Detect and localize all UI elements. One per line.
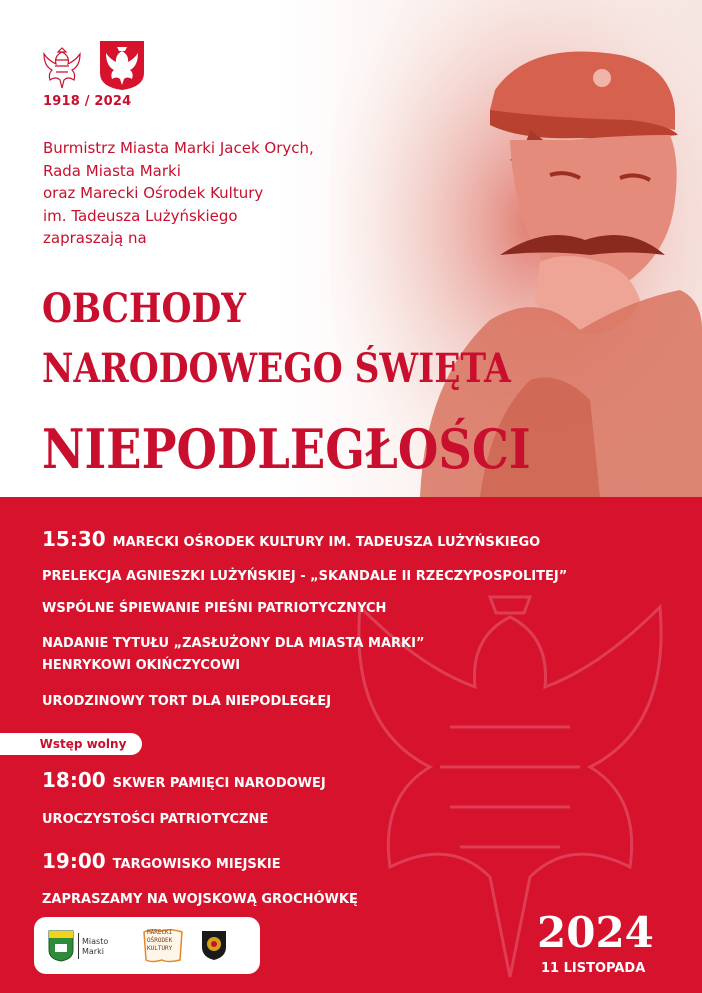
session-2-header xyxy=(42,768,326,792)
invitation-text xyxy=(43,137,403,250)
event-date: 11 LISTOPADA xyxy=(541,961,646,976)
mok-logo-text xyxy=(147,929,172,953)
program-item: WSPÓLNE ŚPIEWANIE PIEŚNI PATRIOTYCZNYCH xyxy=(42,601,387,616)
program-item: PRELEKCJA AGNIESZKI LUŻYŃSKIEJ - „SKANDALE II RZECZYPOSPOLITEJ” xyxy=(42,569,568,584)
program-item: NADANIE TYTUŁU „ZASŁUŻONY DLA MIASTA MARKI” xyxy=(42,636,425,651)
program-item: HENRYKOWI OKIŃCZYCOWI xyxy=(42,658,241,673)
program-item: UROCZYSTOŚCI PATRIOTYCZNE xyxy=(42,812,269,827)
session-3-header xyxy=(42,849,281,873)
mok-logo-line: KULTURY xyxy=(147,945,173,952)
free-entry-badge xyxy=(0,733,142,755)
city-logo-line1: Miasto xyxy=(82,937,109,946)
session-1-place: MARECKI OŚRODEK KULTURY IM. TADEUSZA LUŻYŃSKIEGO xyxy=(112,535,541,550)
free-entry-label: Wstęp wolny xyxy=(39,737,127,751)
session-2-place: SKWER PAMIĘCI NARODOWEJ xyxy=(112,776,326,791)
intro-line: im. Tadeusza Lużyńskiego xyxy=(43,206,238,225)
mok-logo-line: MARECKI xyxy=(147,929,173,936)
program-item: URODZINOWY TORT DLA NIEPODLEGŁEJ xyxy=(42,694,332,709)
intro-line: Burmistrz Miasta Marki Jacek Orych, xyxy=(43,139,314,157)
title-line-3: NIEPODLEGŁOŚCI xyxy=(42,417,531,481)
sponsor-logos xyxy=(34,917,260,974)
city-logo-line2: Marki xyxy=(82,947,104,956)
intro-line: zapraszają na xyxy=(43,229,147,248)
coat-of-arms-icon xyxy=(98,39,146,91)
city-crest-icon xyxy=(48,930,74,962)
program-item: ZAPRASZAMY NA WOJSKOWĄ GROCHÓWKĘ xyxy=(42,892,358,907)
event-year: 2024 xyxy=(537,908,654,957)
eagle-outline-icon xyxy=(40,42,84,96)
session-2-time: 18:00 xyxy=(42,768,106,792)
session-3-place: TARGOWISKO MIEJSKIE xyxy=(112,857,281,872)
badge-crest-icon xyxy=(200,929,228,961)
logo-divider xyxy=(78,933,79,959)
session-1-time: 15:30 xyxy=(42,527,106,551)
years-label: 1918 / 2024 xyxy=(43,94,132,109)
mok-logo-line: OŚRODEK xyxy=(147,937,173,944)
title-line-1: OBCHODY xyxy=(42,285,246,332)
intro-line: Rada Miasta Marki xyxy=(43,161,181,180)
session-3-time: 19:00 xyxy=(42,849,106,873)
session-1-header xyxy=(42,527,540,551)
intro-line: oraz Marecki Ośrodek Kultury xyxy=(43,184,264,203)
title-line-2: NARODOWEGO ŚWIĘTA xyxy=(42,345,511,392)
